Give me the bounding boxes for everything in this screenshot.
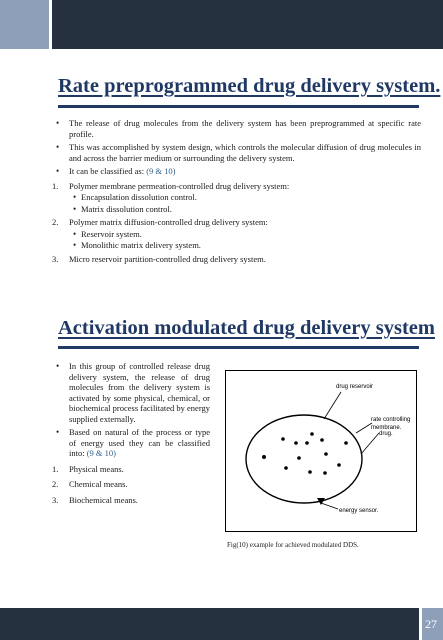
label-drug: drug.	[379, 431, 393, 437]
drug-dot	[308, 470, 312, 474]
reference-link[interactable]: (9 & 10)	[86, 448, 116, 458]
drug-dot	[337, 463, 341, 467]
sub-item	[69, 204, 421, 215]
sub-item-text: Encapsulation dissolution control.	[81, 192, 197, 202]
header-bar	[52, 0, 443, 49]
label-rate-controlling: rate controlling	[371, 417, 411, 423]
list-text: Chemical means.	[69, 479, 128, 489]
list-number: 1.	[52, 463, 59, 474]
reservoir-membrane-ellipse	[246, 415, 362, 503]
bullet-icon: •	[56, 142, 60, 152]
drug-dot	[324, 452, 328, 456]
bullet-icon: •	[56, 166, 60, 176]
sub-item-text: Monolithic matrix delivery system.	[81, 240, 201, 250]
numbered-item	[52, 180, 421, 215]
bullet-text: It can be classified as:	[69, 166, 145, 176]
sub-item	[69, 192, 421, 203]
bullet-icon: •	[73, 228, 77, 239]
list-number: 3.	[52, 494, 59, 505]
pointer-line-energy	[321, 503, 338, 509]
sub-item-text: Matrix dissolution control.	[81, 203, 172, 214]
list-number: 1.	[52, 180, 59, 191]
drug-dot	[297, 456, 301, 460]
drug-dot	[262, 455, 266, 459]
drug-dot	[284, 466, 288, 470]
list-text: Biochemical means.	[69, 494, 138, 505]
bullet-item	[56, 118, 421, 139]
bullet-text: In this group of controlled release drug delivery system, the release of drug molecules from the delivery system is activated by some physical, chemical, or biochemical process facilitated by energy supplied externally.	[69, 361, 210, 424]
list-number: 2.	[52, 479, 59, 489]
drug-dot	[294, 441, 298, 445]
pointer-line-reservoir	[324, 392, 341, 419]
bullet-icon: •	[73, 203, 77, 214]
list-text: Micro reservoir partition-controlled drug delivery system.	[69, 253, 266, 264]
drug-delivery-diagram	[225, 370, 417, 532]
label-energy-sensor: energy sensor.	[339, 508, 379, 514]
bullet-icon: •	[56, 427, 60, 437]
section-heading-activation-modulated: Activation modulated drug delivery system	[58, 317, 435, 339]
bullet-icon: •	[73, 192, 77, 202]
bullet-text: Based on natural of the process or type of energy used they can be classified into:	[69, 427, 210, 458]
bullet-item	[56, 427, 210, 459]
pointer-line-membrane	[356, 423, 372, 433]
sub-item	[69, 229, 421, 240]
numbered-item	[52, 479, 210, 490]
bullet-text: The release of drug molecules from the delivery system has been preprogrammed at specific rate profile.	[69, 118, 421, 139]
label-membrane: membrane.	[371, 425, 402, 431]
page-number: 27	[425, 617, 437, 631]
section-heading-rate-preprogrammed: Rate preprogrammed drug delivery system.	[58, 75, 441, 97]
heading-rule	[58, 105, 419, 108]
section1-content	[52, 118, 421, 267]
bullet-item	[56, 361, 210, 424]
bullet-icon: •	[73, 240, 77, 250]
footer-bar	[0, 608, 419, 640]
figure-caption: Fig(10) example for achieved modulated DDS.	[227, 541, 359, 549]
drug-dot	[281, 437, 285, 441]
drug-dot	[344, 441, 348, 445]
drug-dot	[323, 471, 327, 475]
bullet-icon: •	[56, 118, 60, 128]
numbered-item	[52, 253, 421, 265]
numbered-item	[52, 463, 210, 475]
numbered-item	[52, 217, 421, 251]
label-drug-reservoir: drug reservoir	[336, 384, 374, 390]
section2-content	[52, 361, 210, 508]
list-number: 2.	[52, 217, 59, 227]
diagram-svg	[226, 371, 416, 531]
heading-rule	[58, 346, 419, 349]
drug-dot	[320, 438, 324, 442]
numbered-item	[52, 494, 210, 506]
drug-particles	[262, 432, 348, 475]
sub-item	[69, 240, 421, 251]
drug-dot	[310, 432, 314, 436]
drug-dot	[305, 441, 309, 445]
list-text: Polymer matrix diffusion-controlled drug delivery system:	[69, 217, 268, 227]
bullet-icon: •	[56, 361, 60, 371]
bullet-item	[56, 142, 421, 163]
reference-link[interactable]: (9 & 10)	[146, 166, 176, 176]
list-text: Polymer membrane permeation-controlled drug delivery system:	[69, 180, 290, 191]
sub-item-text: Reservoir system.	[81, 228, 142, 239]
bullet-item	[56, 166, 421, 177]
bullet-text: This was accomplished by system design, which controls the molecular diffusion of drug molecules in and across the barrier medium or surrounding the delivery system.	[69, 142, 421, 163]
list-text: Physical means.	[69, 463, 124, 474]
pointer-line-drug	[361, 433, 379, 454]
header-accent-block	[0, 0, 49, 49]
list-number: 3.	[52, 253, 59, 264]
